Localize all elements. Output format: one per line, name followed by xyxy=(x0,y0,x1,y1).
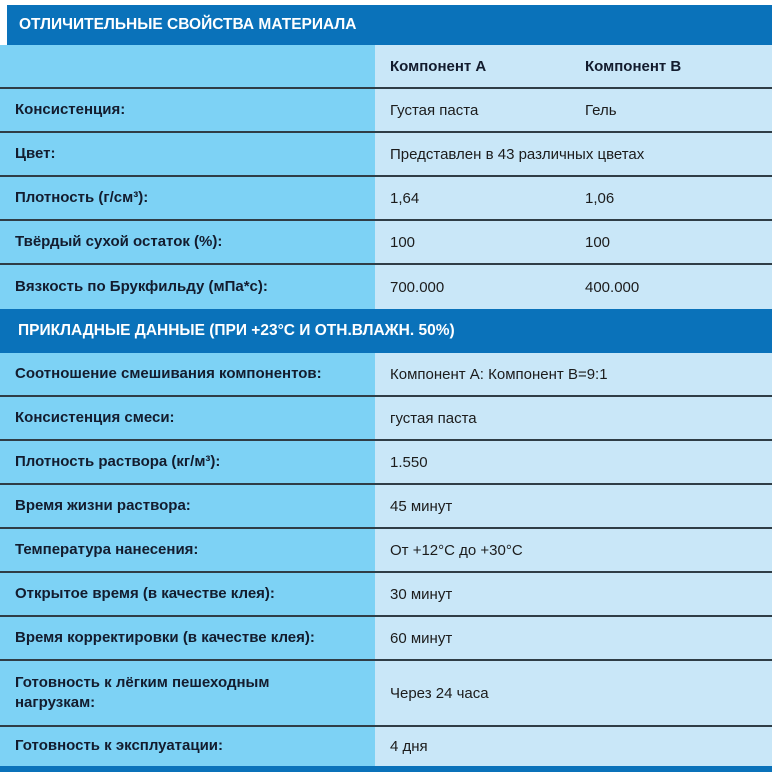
table-row xyxy=(0,177,772,221)
row-label-empty xyxy=(0,45,375,87)
row-value-a: 1,64 xyxy=(390,189,420,207)
row-value-a: 100 xyxy=(390,233,416,251)
row-label: Цвет: xyxy=(0,133,375,175)
row-label: Время жизни раствора: xyxy=(0,485,375,527)
bottom-accent-bar xyxy=(0,766,772,772)
row-value: 30 минут xyxy=(390,585,453,603)
row-value-b: Гель xyxy=(585,101,617,119)
row-label: Открытое время (в качестве клея): xyxy=(0,573,375,615)
row-label: Соотношение смешивания компонентов: xyxy=(0,353,375,395)
section1-header-bar xyxy=(7,5,772,45)
row-label: Время корректировки (в качестве клея): xyxy=(0,617,375,659)
row-value-b: 100 xyxy=(585,233,611,251)
section2-header-bar xyxy=(0,309,772,353)
table-row xyxy=(0,529,772,573)
row-value: густая паста xyxy=(390,409,477,427)
row-value-b: 400.000 xyxy=(585,278,640,296)
table-row xyxy=(0,661,772,727)
table-row xyxy=(0,353,772,397)
row-value-span: Представлен в 43 различных цветах xyxy=(390,145,645,163)
row-value: 60 минут xyxy=(390,629,453,647)
component-b-header: Компонент В xyxy=(585,57,682,75)
row-value-a: Густая паста xyxy=(390,101,479,119)
table-row xyxy=(0,221,772,265)
table-row xyxy=(0,265,772,309)
section1-title: ОТЛИЧИТЕЛЬНЫЕ СВОЙСТВА МАТЕРИАЛА xyxy=(19,16,357,33)
row-value-a: 700.000 xyxy=(390,278,445,296)
row-value: От +12°С до +30°С xyxy=(390,541,523,559)
row-value: Компонент А: Компонент В=9:1 xyxy=(390,365,608,383)
row-label: Консистенция: xyxy=(0,89,375,131)
row-label: Температура нанесения: xyxy=(0,529,375,571)
row-label: Готовность к эксплуатации: xyxy=(0,727,375,766)
row-value: Через 24 часа xyxy=(390,684,489,702)
row-value: 45 минут xyxy=(390,497,453,515)
row-label: Плотность (г/см³): xyxy=(0,177,375,219)
row-value: 4 дня xyxy=(390,738,428,755)
section2-title: ПРИКЛАДНЫЕ ДАННЫЕ (ПРИ +23°С И ОТН.ВЛАЖН. 50%) xyxy=(18,322,455,339)
table-row xyxy=(0,617,772,661)
row-label: Готовность к лёгким пешеходным нагрузкам: xyxy=(0,661,375,725)
component-a-header: Компонент А xyxy=(390,57,487,75)
row-value-b: 1,06 xyxy=(585,189,615,207)
table-row xyxy=(0,573,772,617)
row-label: Вязкость по Брукфильду (мПа*с): xyxy=(0,265,375,309)
table-row xyxy=(0,89,772,133)
row-label: Консистенция смеси: xyxy=(0,397,375,439)
table-row xyxy=(0,45,772,89)
table-row xyxy=(0,397,772,441)
table-row xyxy=(0,133,772,177)
table-row xyxy=(0,441,772,485)
row-label: Плотность раствора (кг/м³): xyxy=(0,441,375,483)
row-value: 1.550 xyxy=(390,453,428,471)
table-row xyxy=(0,485,772,529)
row-label: Твёрдый сухой остаток (%): xyxy=(0,221,375,263)
table-row xyxy=(0,727,772,766)
